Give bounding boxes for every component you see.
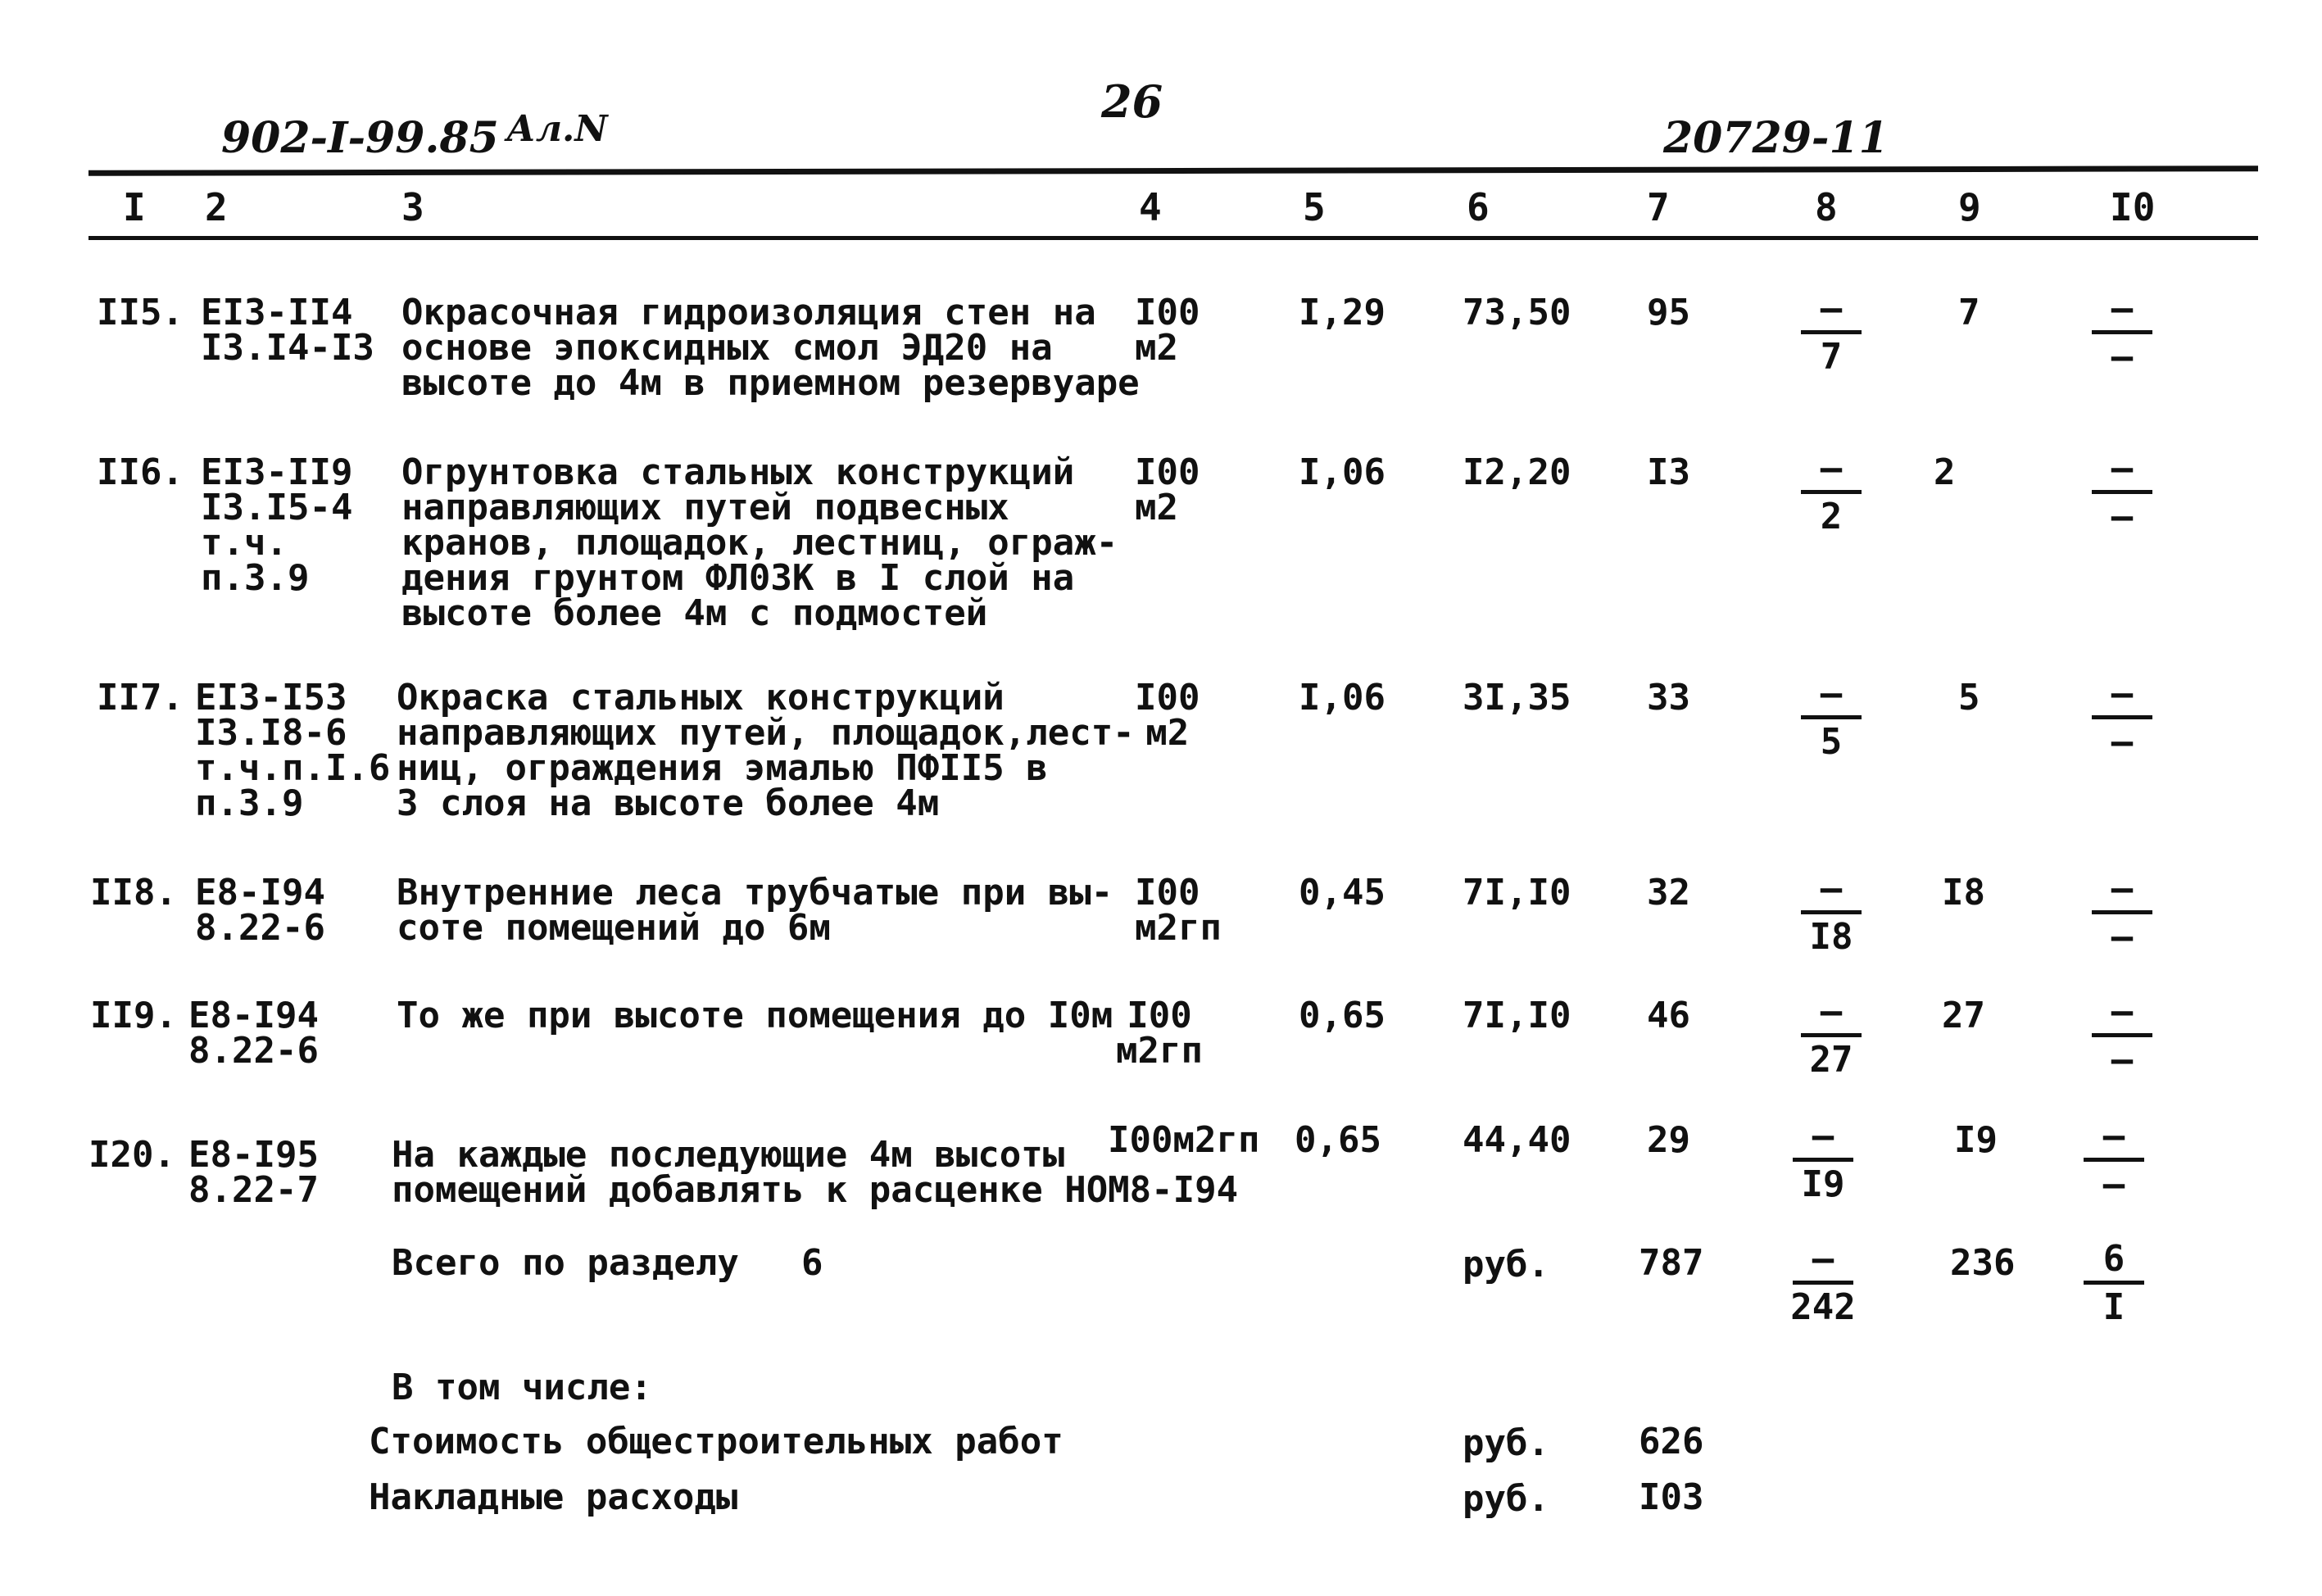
header-bottom-rule (88, 236, 2258, 240)
col9-value: 2 (1934, 451, 1956, 493)
col10-fraction (2085, 673, 2159, 763)
col-header-6: 6 (1467, 185, 1490, 229)
col9-value: 5 (1958, 677, 1980, 719)
col8-bottom: I8 (1809, 916, 1853, 958)
reference-number: 20729-11 (1663, 113, 1889, 163)
col8-fraction (1786, 1238, 1860, 1328)
page-number: 26 (1101, 75, 1163, 128)
col9-value: 236 (1950, 1242, 2016, 1284)
rate-code: E8-I94 8.22-6 (188, 995, 319, 1072)
fraction-bar (1801, 910, 1862, 914)
col-header-5: 5 (1303, 185, 1326, 229)
row-number: II5. (97, 292, 184, 333)
col10-top: – (2111, 868, 2134, 909)
unit-price: 7I,I0 (1463, 872, 1571, 914)
unit-price: 3I,35 (1463, 677, 1571, 719)
row-number: II7. (97, 677, 184, 719)
col10-top: – (2111, 447, 2134, 489)
col10-fraction (2085, 868, 2159, 958)
col8-top: – (1820, 673, 1843, 714)
col10-top: – (2111, 288, 2134, 329)
work-description: Окрасочная гидроизоляция стен на основе эпоксидных смол ЭД20 на высоте до 4м в приемном резервуаре (401, 292, 1140, 404)
col10-top: – (2111, 991, 2134, 1032)
fraction-bar (2092, 490, 2152, 494)
unit: I00 м2гп (1116, 995, 1203, 1072)
rate-code: EI3-II4 I3.I4-I3 (201, 292, 374, 369)
section-number: 6 (801, 1242, 823, 1284)
col8-top: – (1812, 1115, 1834, 1157)
col10-bottom: I (2102, 1286, 2125, 1328)
col9-value: 27 (1942, 995, 1985, 1036)
col-header-2: 2 (205, 185, 228, 229)
col10-fraction (2085, 447, 2159, 537)
breakdown-heading: В том числе: (392, 1367, 652, 1408)
unit: I00 м2 (1135, 677, 1200, 754)
work-description: Окраска стальных конструкций направляющих путей, площадок,лест- ниц, ограждения эмалью ПФII5 в 3 слоя на высоте более 4м (397, 677, 1135, 824)
col10-top: – (2111, 673, 2134, 714)
col8-bottom: I9 (1801, 1163, 1845, 1205)
col10-bottom: – (2111, 1039, 2134, 1081)
breakdown-unit: руб. (1463, 1422, 1549, 1464)
breakdown-label: Накладные расходы (369, 1476, 738, 1518)
col8-fraction (1794, 288, 1868, 378)
section-total-label: Всего по разделу (392, 1242, 739, 1284)
album-label: Ал.N (506, 108, 608, 150)
col9-value: 7 (1958, 292, 1980, 333)
header-top-rule (88, 165, 2258, 176)
fraction-bar (2092, 715, 2152, 719)
col8-top: – (1820, 868, 1843, 909)
quantity: I,06 (1299, 677, 1385, 719)
col10-bottom: – (2111, 721, 2134, 763)
col-header-1: I (123, 185, 146, 229)
total-cost: 46 (1647, 995, 1690, 1036)
col10-fraction (2085, 288, 2159, 378)
unit: I00м2гп (1108, 1119, 1260, 1161)
fraction-bar (2092, 910, 2152, 914)
col-header-7: 7 (1647, 185, 1670, 229)
total-cost: I3 (1647, 451, 1690, 493)
unit-price: 44,40 (1463, 1119, 1571, 1161)
col8-bottom: 242 (1790, 1286, 1856, 1328)
col-header-3: 3 (401, 185, 424, 229)
unit: I00 м2 (1135, 451, 1200, 528)
col10-fraction (2077, 1238, 2151, 1328)
rate-code: EI3-II9 I3.I5-4 т.ч. п.3.9 (201, 451, 353, 599)
breakdown-label: Стоимость общестроительных работ (369, 1421, 1063, 1462)
col8-fraction (1794, 991, 1868, 1081)
row-number: I20. (88, 1134, 175, 1176)
quantity: I,06 (1299, 451, 1385, 493)
work-description: Огрунтовка стальных конструкций направляющих путей подвесных кранов, площадок, лестниц, ограж- дения грунтом ФЛ03К в I слой на высоте более 4м с подмостей (401, 451, 1118, 634)
col8-bottom: 27 (1809, 1039, 1853, 1081)
fraction-bar (1801, 1033, 1862, 1037)
col8-top: – (1820, 447, 1843, 489)
quantity: I,29 (1299, 292, 1385, 333)
col10-fraction (2077, 1115, 2151, 1205)
col9-value: I9 (1954, 1119, 1998, 1161)
col10-fraction (2085, 991, 2159, 1081)
fraction-bar (2084, 1281, 2144, 1285)
work-description: То же при высоте помещения до I0м (397, 995, 1113, 1036)
col10-bottom: – (2111, 336, 2134, 378)
row-number: II8. (90, 872, 177, 914)
fraction-bar (2092, 330, 2152, 334)
col8-bottom: 2 (1820, 496, 1843, 537)
quantity: 0,65 (1295, 1119, 1381, 1161)
fraction-bar (1801, 490, 1862, 494)
col10-top: 6 (2102, 1238, 2125, 1280)
breakdown-value: 626 (1639, 1421, 1704, 1462)
col8-bottom: 7 (1820, 336, 1843, 378)
col10-bottom: – (2111, 496, 2134, 537)
col8-top: – (1820, 288, 1843, 329)
col8-top: – (1820, 991, 1843, 1032)
fraction-bar (2084, 1158, 2144, 1162)
col8-fraction (1786, 1115, 1860, 1205)
unit-price: I2,20 (1463, 451, 1571, 493)
total-cost: 95 (1647, 292, 1690, 333)
fraction-bar (2092, 1033, 2152, 1037)
col10-bottom: – (2102, 1163, 2125, 1205)
rate-code: E8-I95 8.22-7 (188, 1134, 319, 1211)
quantity: 0,45 (1299, 872, 1385, 914)
col8-top: – (1812, 1238, 1834, 1280)
currency-unit: руб. (1463, 1244, 1549, 1285)
col9-value: I8 (1942, 872, 1985, 914)
unit-price: 73,50 (1463, 292, 1571, 333)
document-code: 902-I-99.85 (221, 113, 499, 163)
breakdown-value: I03 (1639, 1476, 1704, 1518)
row-number: II9. (90, 995, 177, 1036)
rate-code: E8-I94 8.22-6 (195, 872, 325, 949)
col-header-10: I0 (2110, 185, 2156, 229)
col-header-4: 4 (1139, 185, 1162, 229)
fraction-bar (1793, 1281, 1853, 1285)
fraction-bar (1793, 1158, 1853, 1162)
col10-bottom: – (2111, 916, 2134, 958)
section-total-cost: 787 (1639, 1242, 1704, 1284)
quantity: 0,65 (1299, 995, 1385, 1036)
work-description: На каждые последующие 4м высоты помещений добавлять к расценке НОМ8-I94 (392, 1134, 1239, 1211)
rate-code: EI3-I53 I3.I8-6 т.ч.п.I.6 п.3.9 (195, 677, 391, 824)
unit: I00 м2гп (1135, 872, 1222, 949)
fraction-bar (1801, 330, 1862, 334)
total-cost: 32 (1647, 872, 1690, 914)
unit: I00 м2 (1135, 292, 1200, 369)
col10-top: – (2102, 1115, 2125, 1157)
col8-bottom: 5 (1820, 721, 1843, 763)
fraction-bar (1801, 715, 1862, 719)
col8-fraction (1794, 673, 1868, 763)
col8-fraction (1794, 447, 1868, 537)
row-number: II6. (97, 451, 184, 493)
unit-price: 7I,I0 (1463, 995, 1571, 1036)
breakdown-unit: руб. (1463, 1478, 1549, 1520)
col-header-9: 9 (1958, 185, 1981, 229)
total-cost: 33 (1647, 677, 1690, 719)
total-cost: 29 (1647, 1119, 1690, 1161)
col8-fraction (1794, 868, 1868, 958)
work-description: Внутренние леса трубчатые при вы- соте помещений до 6м (397, 872, 1113, 949)
col-header-8: 8 (1815, 185, 1838, 229)
